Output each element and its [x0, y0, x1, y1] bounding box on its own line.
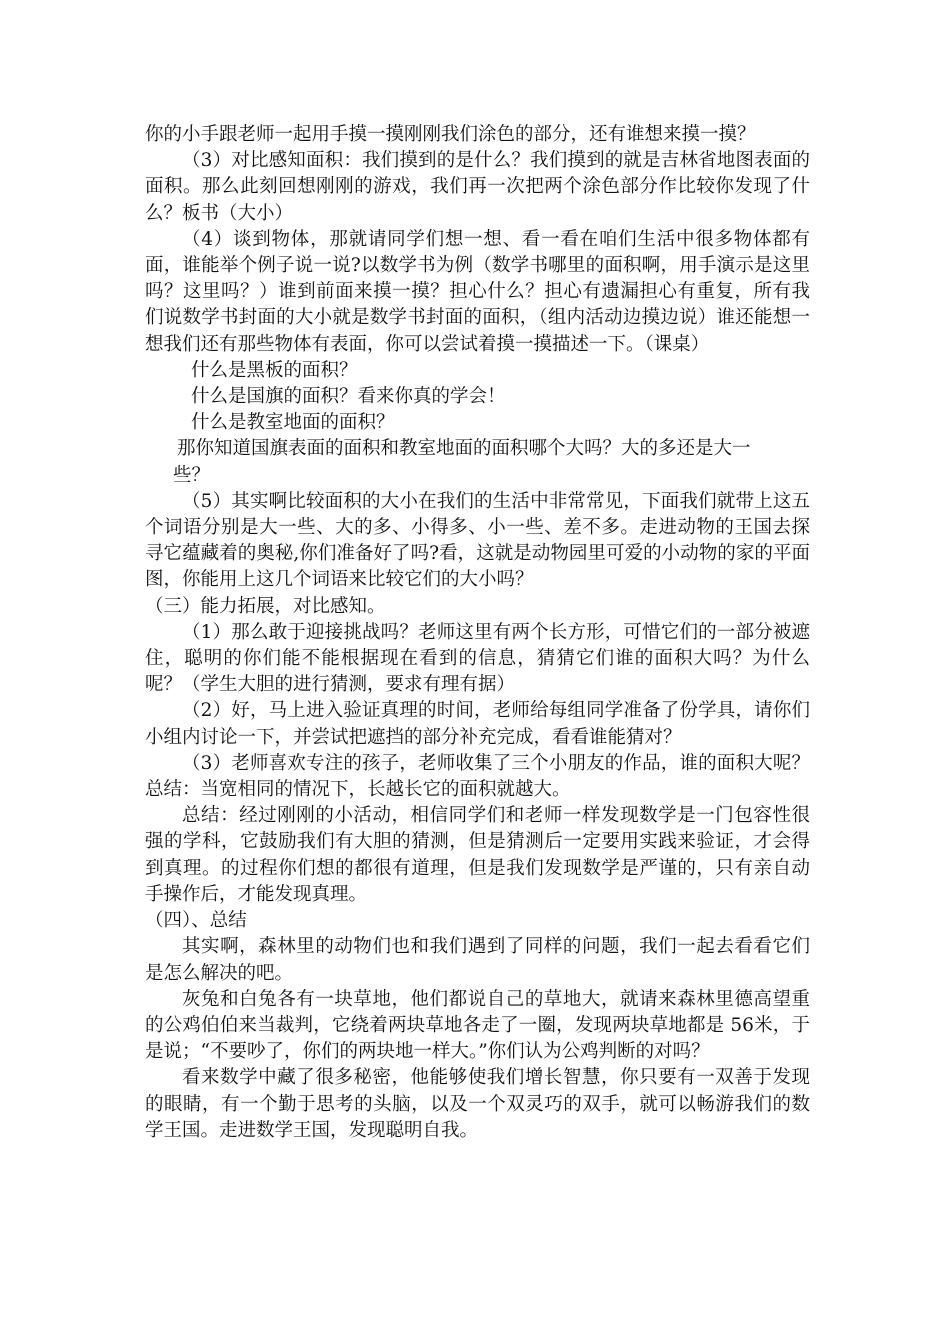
paragraph: 什么是国旗的面积？看来你真的学会！ — [191, 386, 506, 408]
paragraph: 总结：经过刚刚的小活动，相信同学们和老师一样发现数学是一门包容性很强的学科，它鼓励我们有大胆的猜测，但是猜测后一定要用实践来验证，才会得到真理。的过程你们想的都很有道理，但是我们发现数学是严谨的，只有亲自动手操作后，才能发现真理。 — [145, 805, 810, 905]
paragraph: （3）对比感知面积：我们摸到的是什么？我们摸到的就是吉林省地图表面的面积。那么此刻回想刚刚的游戏，我们再一次把两个涂色部分作比较你发现了什么？板书（大小） — [145, 150, 810, 224]
paragraph: （2）好，马上进入验证真理的时间，老师给每组同学准备了份学具，请你们小组内讨论一下，并尝试把遮挡的部分补充完成，看看谁能猜对？ — [145, 700, 810, 748]
paragraph: （4）谈到物体，那就请同学们想一想、看一看在咱们生活中很多物体都有面，谁能举个例子说一说?以数学书为例（数学书哪里的面积啊，用手演示是这里吗？这里吗？）谁到前面来摸一摸？担心什么？担心有遗漏担心有重复，所有我们说数学书封面的大小就是数学书封面的面积，（组内活动边摸边说）谁还能想一想我们还有那些物体有表面，你可以尝试着摸一摸描述一下。（课桌） — [145, 228, 810, 355]
document-body — [145, 122, 810, 1144]
paragraph: 你的小手跟老师一起用手摸一摸刚刚我们涂色的部分，还有谁想来摸一摸？ — [145, 124, 756, 145]
paragraph: （5）其实啊比较面积的大小在我们的生活中非常常见，下面我们就带上这五个词语分别是大一些、大的多、小得多、小一些、差不多。走进动物的王国去探寻它蕴藏着的奥秘,你们准备好了吗?看，这就是动物园里可爱的小动物的家的平面图，你能用上这几个词语来比较它们的大小吗？ — [145, 490, 810, 591]
paragraph: 看来数学中藏了很多秘密，他能够使我们增长智慧，你只要有一双善于发现的眼睛，有一个勤于思考的头脑，以及一个双灵巧的双手，就可以畅游我们的数学王国。走进数学王国，发现聪明自我。 — [145, 1067, 810, 1141]
paragraph: 灰兔和白兔各有一块草地，他们都说自己的草地大，就请来森林里德高望重的公鸡伯伯来当裁判，它绕着两块草地各走了一圈，发现两块草地都是 56米，于是说；“不要吵了，你们的两块地一样大。”你们认为公鸡判断的对吗？ — [145, 988, 810, 1063]
section-heading: （三）能力拓展，对比感知。 — [145, 595, 386, 617]
paragraph: 其实啊，森林里的动物们也和我们遇到了同样的问题，我们一起去看看它们是怎么解决的吧。 — [145, 936, 810, 984]
paragraph: 那你知道国旗表面的面积和教室地面的面积哪个大吗？大的多还是大一 — [177, 438, 751, 460]
paragraph: 些？ — [173, 464, 211, 486]
paragraph: （1）那么敢于迎接挑战吗？老师这里有两个长方形，可惜它们的一部分被遮住，聪明的你们能不能根据现在看到的信息，猜猜它们谁的面积大吗？为什么呢？（学生大胆的进行猜测，要求有理有据） — [145, 621, 810, 696]
paragraph: 什么是黑板的面积？ — [191, 359, 358, 381]
paragraph: 什么是教室地面的面积？ — [191, 412, 395, 434]
paragraph: （3）老师喜欢专注的孩子，老师收集了三个小朋友的作品，谁的面积大呢？总结：当宽相同的情况下，长越长它的面积就越大。 — [145, 752, 810, 801]
section-heading: （四）、总结 — [145, 910, 247, 932]
